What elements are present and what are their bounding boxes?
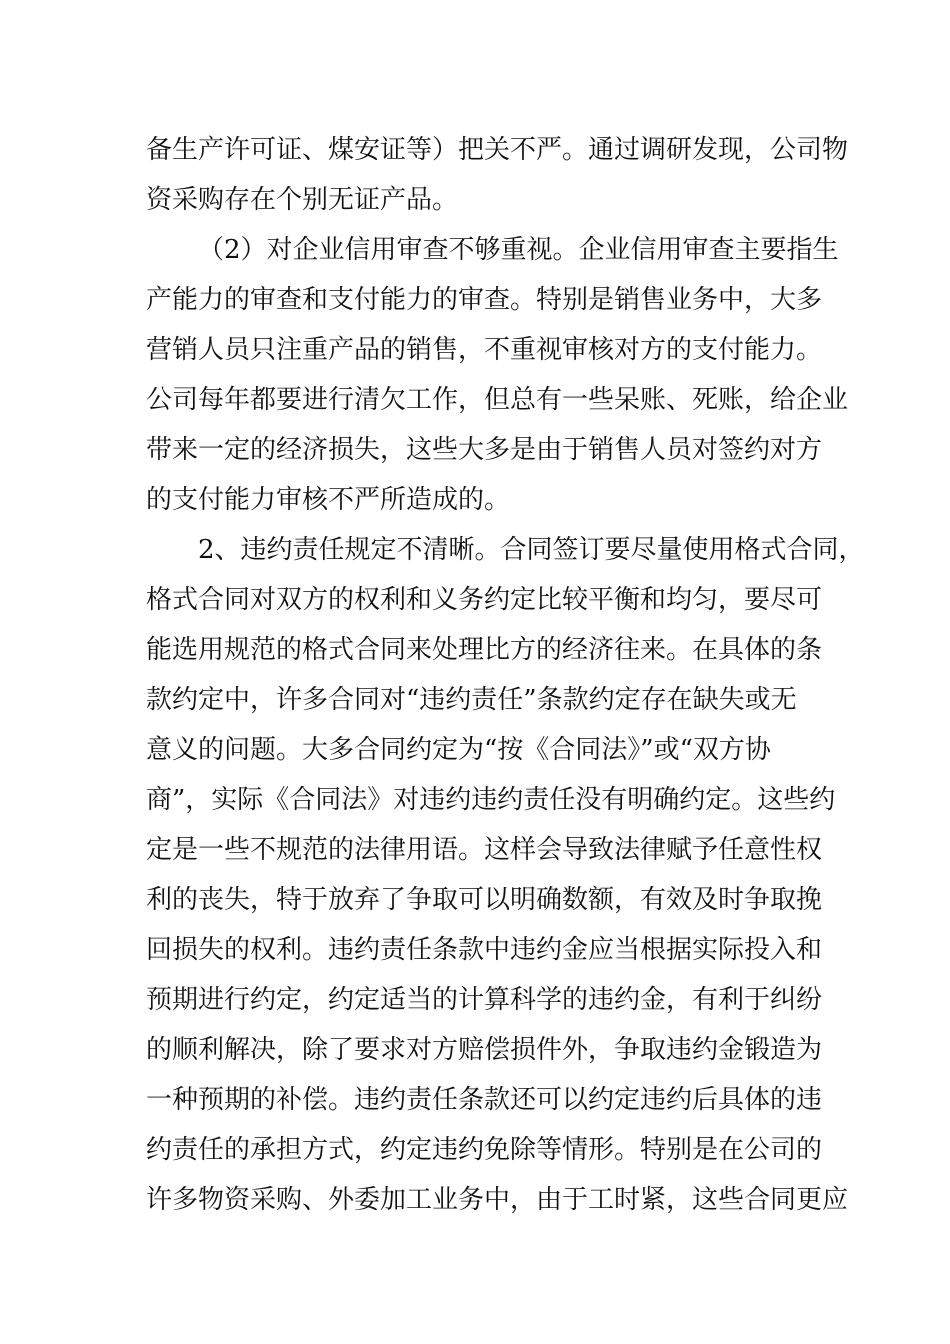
text-line: 利的丧失，特于放弃了争取可以明确数额，有效及时争取挽 (146, 885, 823, 915)
text-line: 营销人员只注重产品的销售，不重视审核对方的支付能力。 (146, 335, 823, 365)
text-line: 定是一些不规范的法律用语。这样会导致法律赋予任意性权 (146, 835, 823, 865)
text-line: 备生产许可证、煤安证等）把关不严。通过调研发现，公司物 (146, 135, 849, 165)
text-line: 回损失的权利。违约责任条款中违约金应当根据实际投入和 (146, 935, 823, 965)
text-line: 公司每年都要进行清欠工作，但总有一些呆账、死账，给企业 (146, 385, 849, 415)
text-line: 约责任的承担方式，约定违约免除等情形。特别是在公司的 (146, 1135, 823, 1165)
text-line: 的支付能力审核不严所造成的。 (146, 485, 511, 515)
text-line: 格式合同对双方的权利和义务约定比较平衡和均匀，要尽可 (146, 585, 823, 615)
text-line: 一种预期的补偿。违约责任条款还可以约定违约后具体的违 (146, 1085, 823, 1115)
text-line: 意义的问题。大多合同约定为“按《合同法》”或“双方协 (146, 735, 771, 765)
text-line: 预期进行约定，约定适当的计算科学的违约金，有利于纠纷 (146, 985, 823, 1015)
text-line: 能选用规范的格式合同来处理比方的经济往来。在具体的条 (146, 635, 823, 665)
text-line: （2）对企业信用审查不够重视。企业信用审查主要指生 (198, 235, 839, 265)
text-line: 商”，实际《合同法》对违约违约责任没有明确约定。这些约 (146, 785, 836, 815)
text-line: 带来一定的经济损失，这些大多是由于销售人员对签约对方 (146, 435, 823, 465)
text-line: 2、违约责任规定不清晰。合同签订要尽量使用格式合同， (198, 535, 865, 565)
text-line: 的顺利解决，除了要求对方赔偿损件外，争取违约金锻造为 (146, 1035, 823, 1065)
text-line: 款约定中，许多合同对“违约责任”条款约定存在缺失或无 (146, 685, 797, 715)
text-line: 资采购存在个别无证产品。 (146, 185, 459, 215)
text-line: 许多物资采购、外委加工业务中，由于工时紧，这些合同更应 (146, 1185, 849, 1215)
text-line: 产能力的审查和支付能力的审查。特别是销售业务中，大多 (146, 285, 823, 315)
